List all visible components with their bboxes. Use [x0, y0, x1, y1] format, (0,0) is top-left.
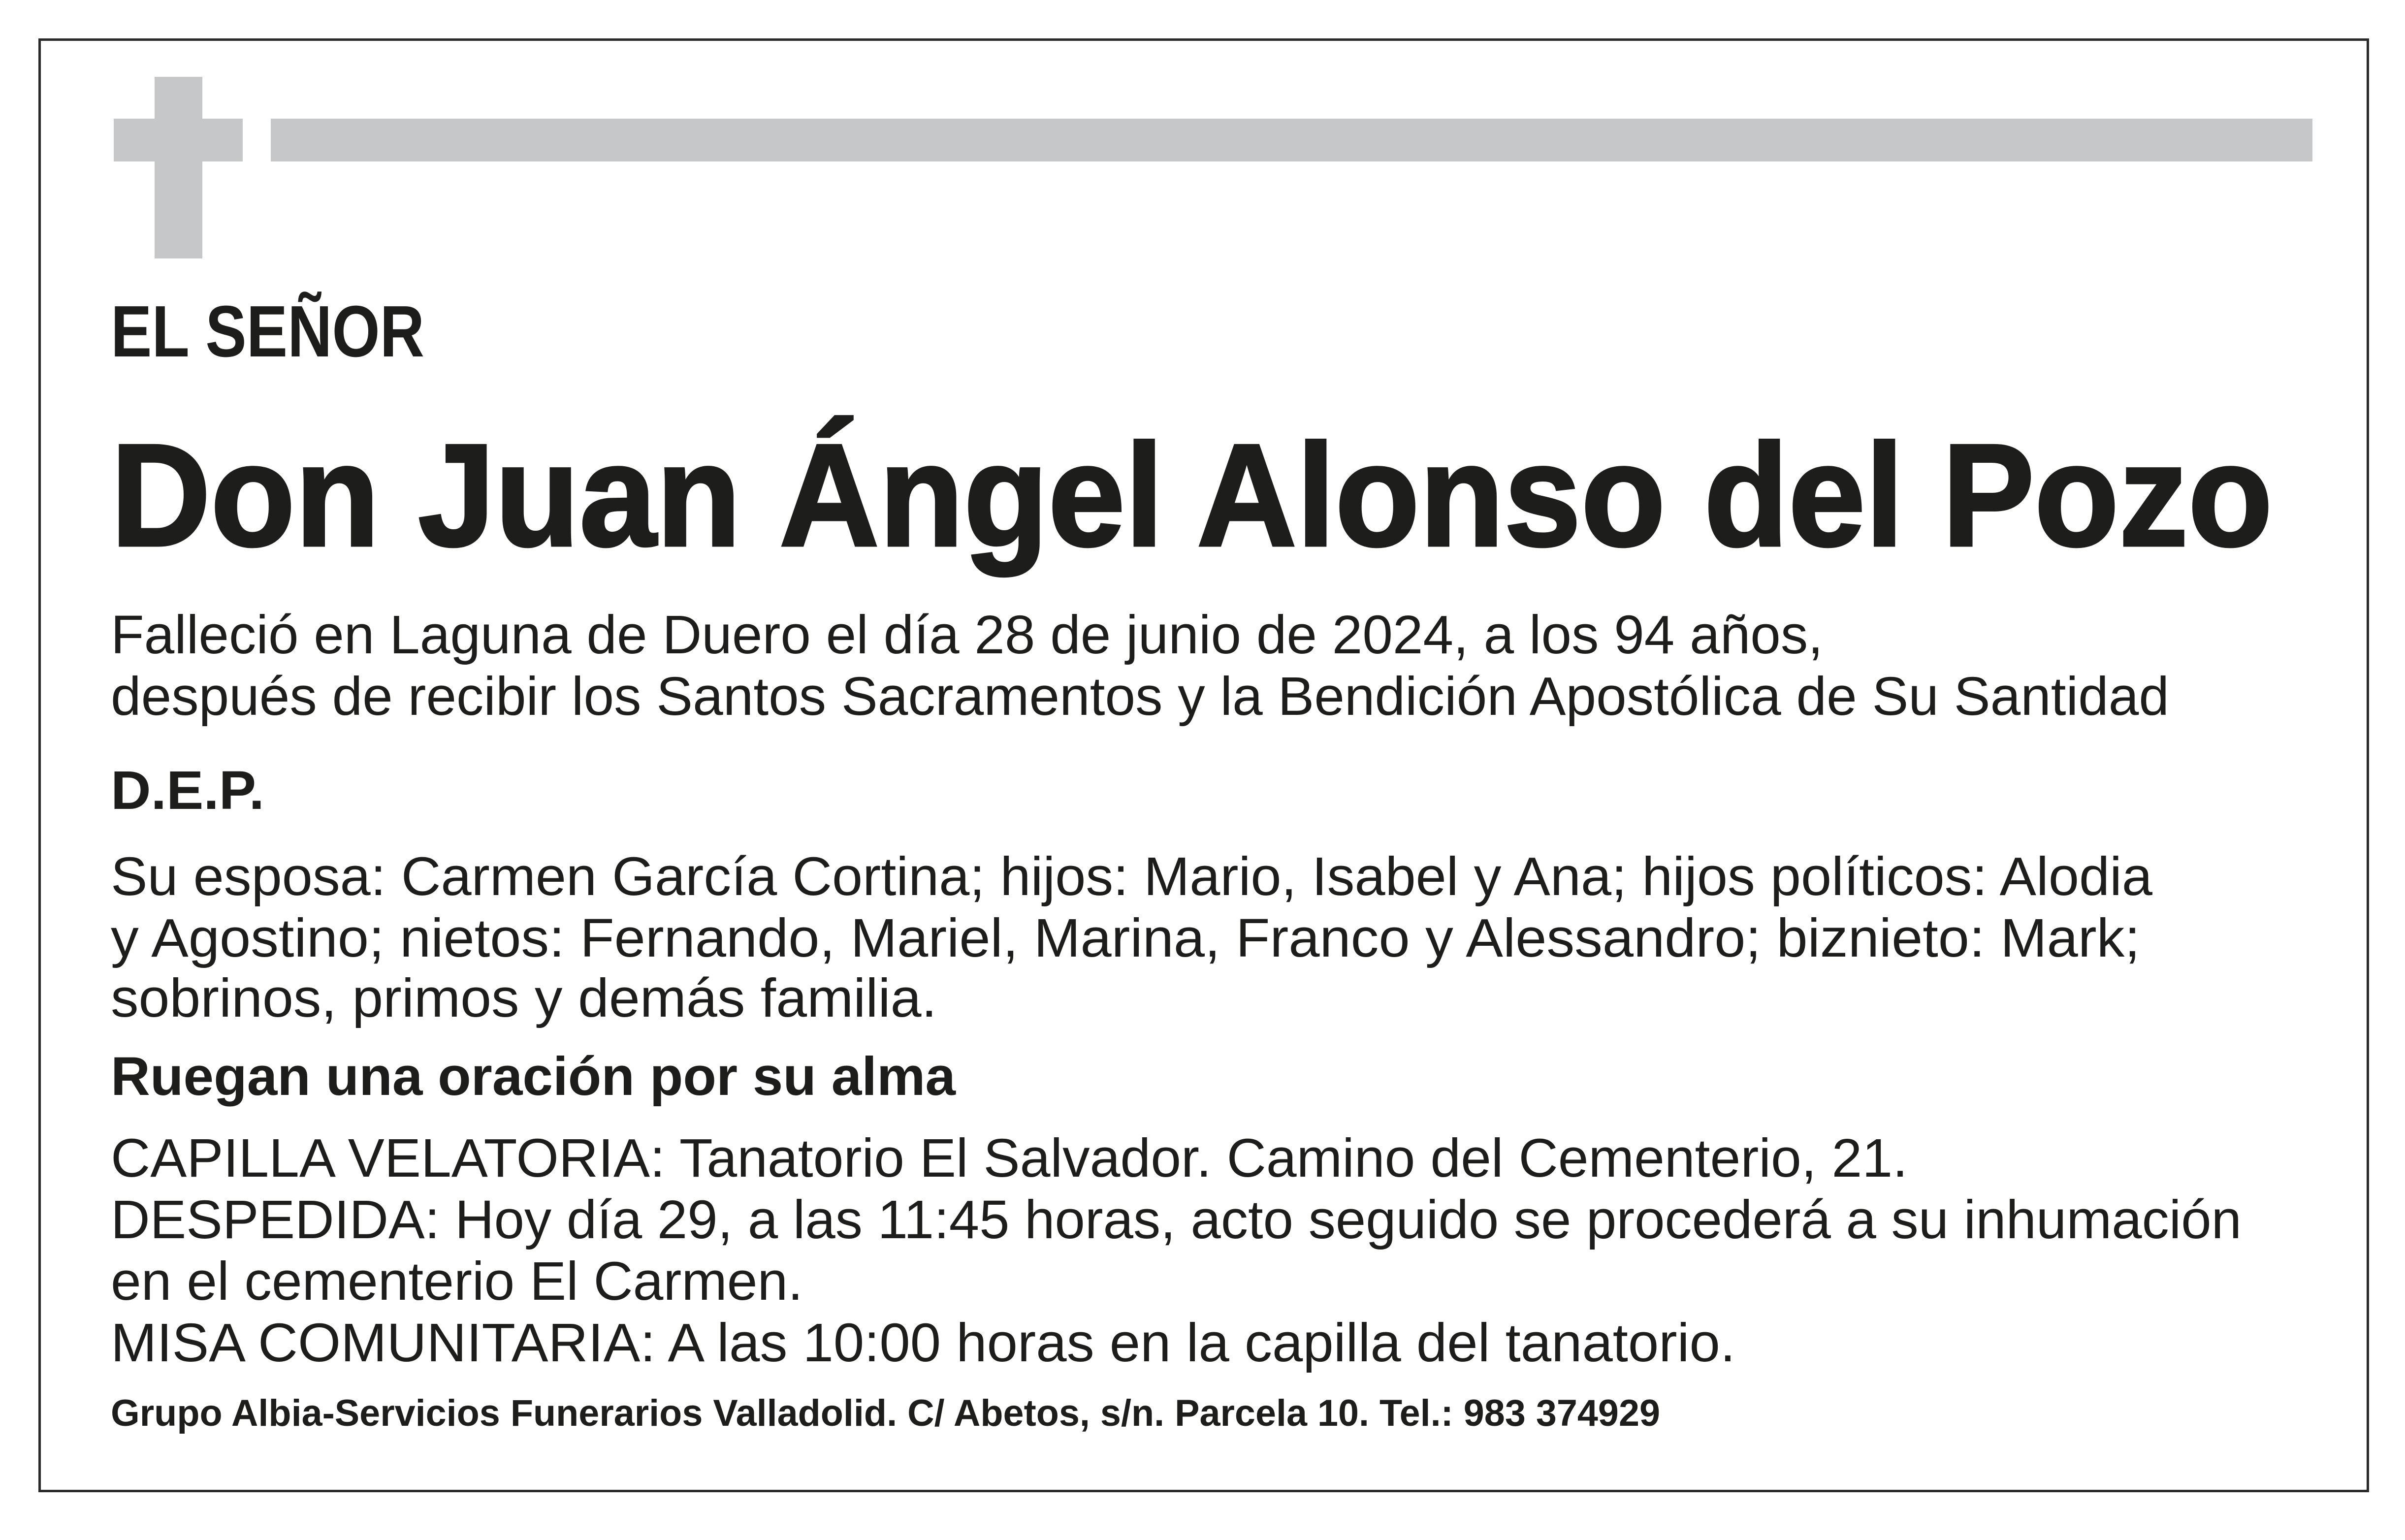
service-line: CAPILLA VELATORIA: Tanatorio El Salvador. Camino del Cementerio, 21.: [111, 1128, 1908, 1188]
family-line: y Agostino; nietos: Fernando, Mariel, Marina, Franco y Alessandro; biznieto: Mark;: [111, 908, 2140, 968]
cross-vertical-bar: [155, 77, 202, 258]
family-line: Su esposa: Carmen García Cortina; hijos: Mario, Isabel y Ana; hijos políticos: Alodia: [111, 846, 2152, 907]
service-line: DESPEDIDA: Hoy día 29, a las 11:45 horas, acto seguido se procederá a su inhumación: [111, 1189, 2242, 1250]
dep-abbreviation: D.E.P.: [111, 760, 264, 821]
honorific: EL SEÑOR: [111, 291, 424, 372]
family-line: sobrinos, primos y demás familia.: [111, 968, 937, 1028]
service-line: en el cementerio El Carmen.: [111, 1251, 803, 1312]
cross-horizontal-bar: [114, 119, 243, 161]
prayer-request: Ruegan una oración por su alma: [111, 1046, 956, 1107]
funeral-home-footer: Grupo Albia-Servicios Funerarios Valladolid. C/ Abetos, s/n. Parcela 10. Tel.: 983 374929: [111, 1392, 1660, 1434]
service-line: MISA COMUNITARIA: A las 10:00 horas en la capilla del tanatorio.: [111, 1313, 1735, 1373]
announcement-line: después de recibir los Santos Sacramentos y la Bendición Apostólica de Su Santidad: [111, 666, 2169, 727]
announcement-line: Falleció en Laguna de Duero el día 28 de junio de 2024, a los 94 años,: [111, 605, 1823, 665]
cross-icon: [114, 77, 243, 258]
header-rule: [271, 119, 2312, 161]
deceased-name: Don Juan Ángel Alonso del Pozo: [111, 414, 2273, 577]
